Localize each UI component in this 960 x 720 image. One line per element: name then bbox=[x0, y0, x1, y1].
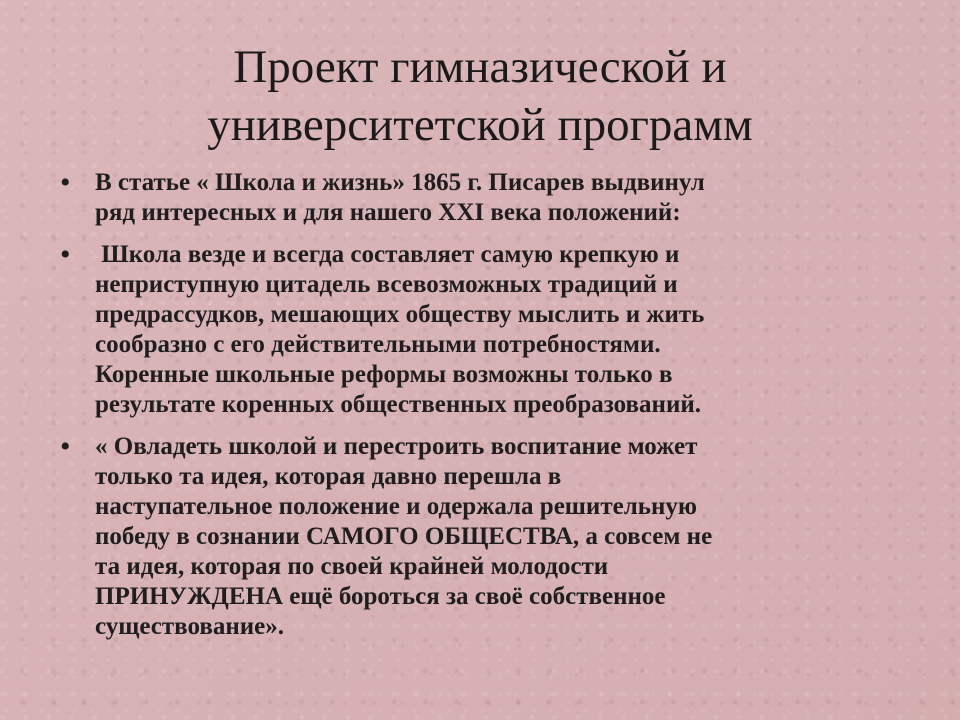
bullet-item-3 bbox=[0, 432, 960, 642]
bullet-3-line-5: та идея, которая по своей крайней молодости bbox=[95, 553, 609, 580]
slide-title bbox=[60, 38, 900, 154]
bullet-2-line-3: предрассудков, мешающих обществу мыслить и жить bbox=[95, 301, 705, 328]
bullet-2-line-6: результате коренных общественных преобразований. bbox=[95, 391, 702, 418]
bullet-dot-icon: • bbox=[60, 430, 71, 463]
bullet-item-1 bbox=[0, 168, 960, 228]
bullet-3-line-1: « Овладеть школой и перестроить воспитание может bbox=[95, 433, 698, 460]
bullet-item-2 bbox=[0, 240, 960, 420]
bullet-3-line-4: победу в сознании САМОГО ОБЩЕСТВА, а совсем не bbox=[95, 523, 713, 550]
title-line-1: Проект гимназической и bbox=[233, 41, 727, 93]
bullet-2-line-1: Школа везде и всегда составляет самую крепкую и bbox=[95, 241, 680, 268]
title-line-2: университетской программ bbox=[207, 99, 753, 151]
bullet-dot-icon: • bbox=[60, 238, 71, 271]
bullet-3-line-2: только та идея, которая давно перешла в bbox=[95, 463, 562, 490]
bullet-dot-icon: • bbox=[60, 166, 71, 199]
bullet-1-line-1: В статье « Школа и жизнь» 1865 г. Писарев выдвинул bbox=[95, 169, 705, 196]
bullet-2-line-2: неприступную цитадель всевозможных традиций и bbox=[95, 271, 678, 298]
bullet-3-line-6: ПРИНУЖДЕНА ещё бороться за своё собственное bbox=[95, 583, 666, 610]
bullet-1-line-2: ряд интересных и для нашего XXI века положений: bbox=[95, 199, 681, 226]
bullet-2-line-4: сообразно с его действительными потребностями. bbox=[95, 331, 661, 358]
bullet-list bbox=[0, 168, 960, 654]
bullet-2-line-5: Коренные школьные реформы возможны только в bbox=[95, 361, 673, 388]
bullet-3-line-7: существование». bbox=[95, 613, 285, 640]
bullet-3-line-3: наступательное положение и одержала решительную bbox=[95, 493, 697, 520]
